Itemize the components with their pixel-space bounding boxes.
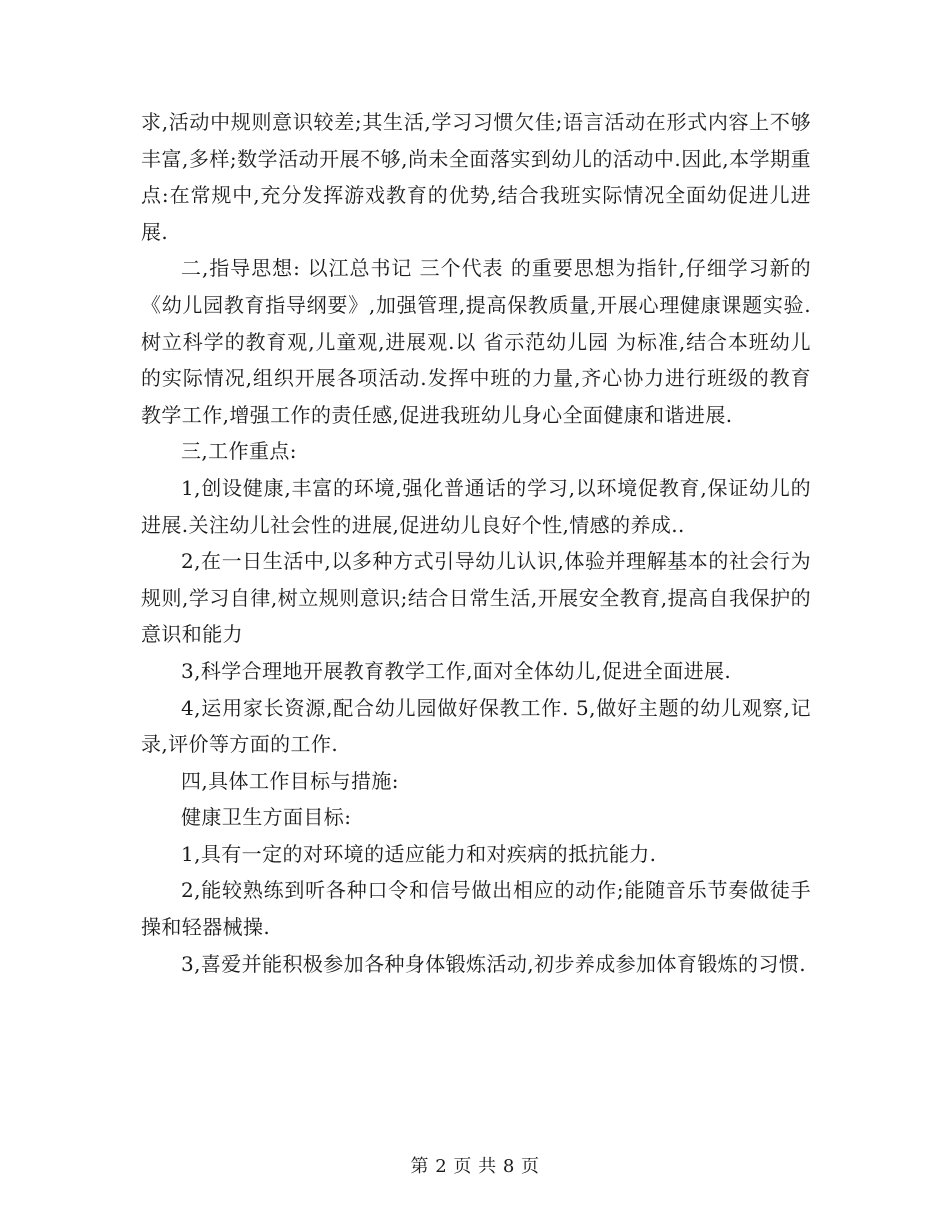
paragraph-8: 四,具体工作目标与措施: bbox=[181, 768, 399, 793]
paragraph-2: 二,指导思想: 以江总书记 三个代表 的重要思想为指针,仔细学习新的《幼儿园教育指导纲要》,加强管理,提高保教质量,开展心理健康课题实验.树立科学的教育观,儿童观,进展观.以 省示范幼儿园 为标准,结合本班幼儿的实际情况,组织开展各项活动.发挥中班的力量,齐心协力进行班级的教育教学工作,增强工作的责任感,促进我班幼儿身心全面健康和谐进展. bbox=[141, 256, 811, 427]
paragraph-9: 健康卫生方面目标: bbox=[181, 805, 352, 830]
document-body bbox=[141, 104, 811, 982]
paragraph-11: 2,能较熟练到听各种口令和信号做出相应的动作;能随音乐节奏做徒手操和轻器械操. bbox=[141, 878, 811, 940]
paragraph-5: 2,在一日生活中,以多种方式引导幼儿认识,体验并理解基本的社会行为规则,学习自律,树立规则意识;结合日常生活,开展安全教育,提高自我保护的意识和能力 bbox=[141, 549, 811, 647]
paragraph-3: 三,工作重点: bbox=[181, 439, 297, 464]
paragraph-7: 4,运用家长资源,配合幼儿园做好保教工作. 5,做好主题的幼儿观察,记录,评价等方面的工作. bbox=[141, 695, 811, 757]
paragraph-1: 求,活动中规则意识较差;其生活,学习习惯欠佳;语言活动在形式内容上不够丰富,多样;数学活动开展不够,尚未全面落实到幼儿的活动中.因此,本学期重点:在常规中,充分发挥游戏教育的优势,结合我班实际情况全面幼促进儿进展. bbox=[141, 110, 811, 244]
page-number-footer: 第 2 页 共 8 页 bbox=[410, 1156, 540, 1177]
paragraph-6: 3,科学合理地开展教育教学工作,面对全体幼儿,促进全面进展. bbox=[181, 658, 732, 683]
paragraph-12: 3,喜爱并能积极参加各种身体锻炼活动,初步养成参加体育锻炼的习惯. bbox=[181, 951, 806, 976]
paragraph-4: 1,创设健康,丰富的环境,强化普通话的学习,以环境促教育,保证幼儿的进展.关注幼儿社会性的进展,促进幼儿良好个性,情感的养成.. bbox=[141, 475, 811, 537]
paragraph-10: 1,具有一定的对环境的适应能力和对疾病的抵抗能力. bbox=[181, 841, 657, 866]
